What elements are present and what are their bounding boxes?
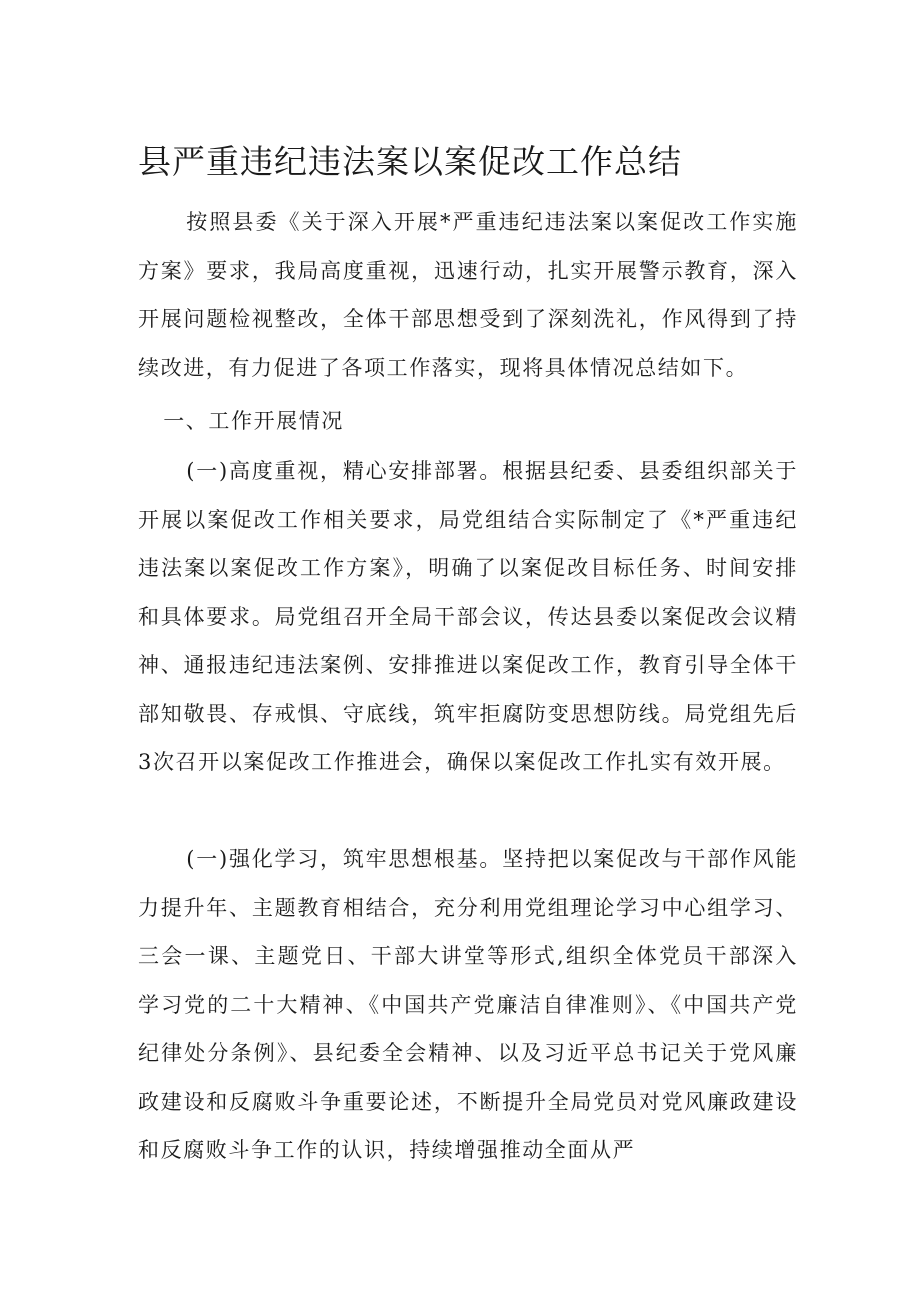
paragraph-deployment: (一)高度重视，精心安排部署。根据县纪委、县委组织部关于开展以案促改工作相关要求，局党组结合实际制定了《*严重违纪违法案以案促改工作方案》，明确了以案促改目标任务、时间安排和具体要求。局党组召开全局干部会议，传达县委以案促改会议精神、通报违纪违法案例、安排推进以案促改工作，教育引导全体干部知敬畏、存戒惧、守底线，筑牢拒腐防变思想防线。局党组先后3次召开以案促改工作推进会，确保以案促改工作扎实有效开展。 [138,459,798,774]
intro-paragraph: 按照县委《关于深入开展*严重违纪违法案以案促改工作实施方案》要求，我局高度重视，迅速行动，扎实开展警示教育，深入开展问题检视整改，全体干部思想受到了深刻洗礼，作风得到了持续改进，有力促进了各项工作落实，现将具体情况总结如下。 [138,210,798,380]
section-heading: 一、工作开展情况 [163,409,344,433]
paragraph-study: (一)强化学习，筑牢思想根基。坚持把以案促改与干部作风能力提升年、主题教育相结合，充分利用党组理论学习中心组学习、三会一课、主题党日、干部大讲堂等形式,组织全体党员干部深入学习党的二十大精神、《中国共产党廉洁自律准则》、《中国共产党纪律处分条例》、县纪委全会精神、以及习近平总书记关于党风廉政建设和反腐败斗争重要论述，不断提升全局党员对党风廉政建设和反腐败斗争工作的认识，持续增强推动全面从严 [138,847,798,1162]
document-title: 县严重违纪违法案以案促改工作总结 [138,142,682,181]
